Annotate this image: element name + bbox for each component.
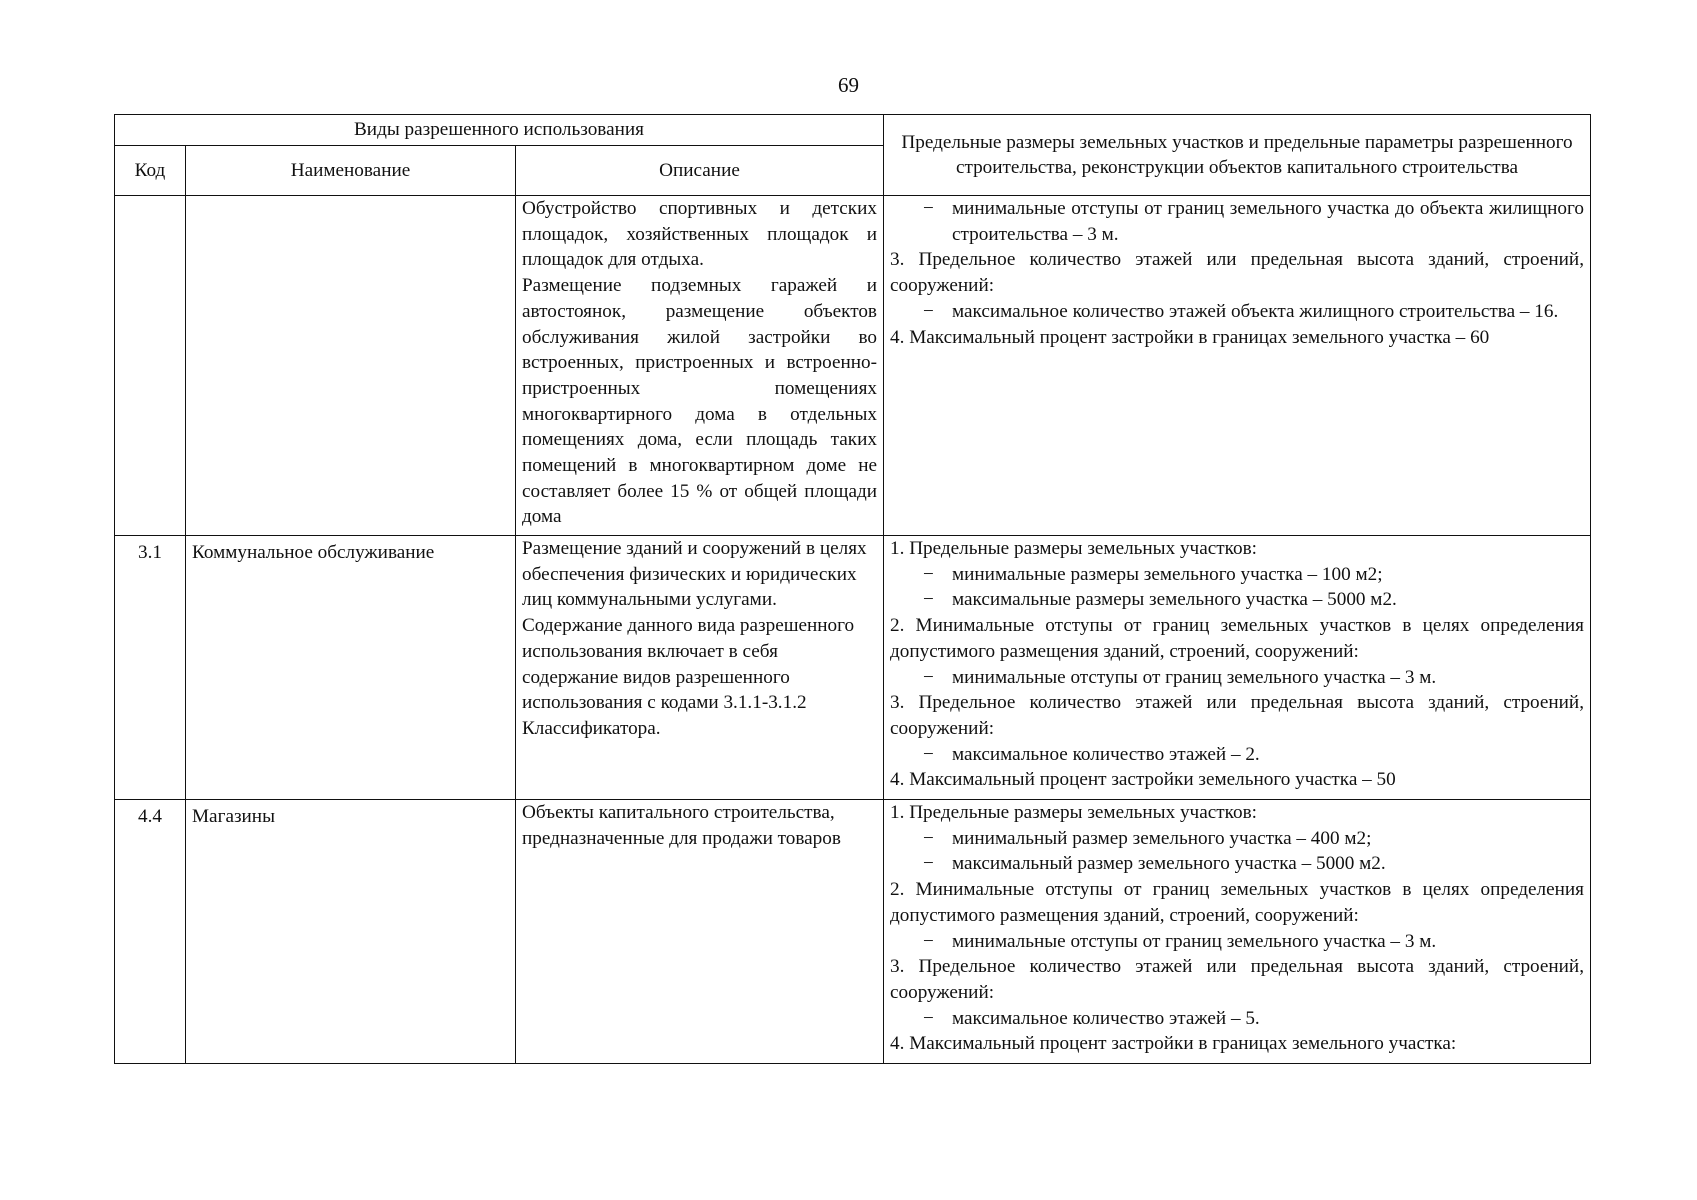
header-group-title: Виды разрешенного использования — [115, 115, 884, 146]
dash-glyph: − — [923, 1007, 934, 1029]
param-item: 4. Максимальный процент застройки в границах земельного участка – 60 — [890, 326, 1490, 348]
param-bullet-text: минимальные размеры земельного участка – 100 м2; — [952, 563, 1383, 585]
param-item: 1. Предельные размеры земельных участков: — [890, 802, 1257, 823]
param-bullet-text: максимальное количество этажей – 5. — [952, 1007, 1260, 1029]
page-number: 69 — [838, 73, 859, 97]
param-bullet — [890, 587, 1584, 613]
param-item: 4. Максимальный процент застройки земельного участка – 50 — [890, 769, 1396, 791]
row-name: Коммунальное обслуживание — [186, 536, 516, 800]
dash-glyph: − — [923, 666, 934, 688]
dash-glyph: − — [923, 198, 934, 219]
table-row — [115, 196, 1591, 536]
param-bullet-text: максимальные размеры земельного участка – 5000 м2. — [952, 589, 1397, 611]
header-params: Предельные размеры земельных участков и предельные параметры разрешенного строительства, реконструкции объектов капитального строительства — [884, 115, 1591, 196]
param-bullet — [890, 1006, 1584, 1032]
param-item: 1. Предельные размеры земельных участков: — [890, 538, 1257, 559]
table-row — [115, 536, 1591, 800]
dash-glyph: − — [923, 827, 934, 849]
param-bullet — [890, 826, 1584, 852]
param-bullet — [890, 665, 1584, 691]
table-row — [115, 800, 1591, 1064]
row-name — [186, 196, 516, 536]
param-item: 2. Минимальные отступы от границ земельных участков в целях определения допустимого размещения зданий, строений, сооружений: — [890, 615, 1584, 662]
param-bullet — [890, 851, 1584, 877]
dash-glyph: − — [923, 589, 934, 611]
param-item: 3. Предельное количество этажей или предельная высота зданий, строений, сооружений: — [890, 956, 1584, 1003]
param-bullet-text: минимальный размер земельного участка – 400 м2; — [952, 827, 1372, 849]
dash-glyph: − — [923, 300, 934, 322]
param-bullet — [890, 929, 1584, 955]
row-description — [516, 196, 884, 536]
dash-glyph: − — [923, 563, 934, 585]
row-code: 4.4 — [115, 800, 186, 1064]
row-description: Размещение зданий и сооружений в целях обеспечения физических и юридических лиц коммунальными услугами. Содержание данного вида разрешенного использования включает в себя содержание видов разрешенного использования с кодами 3.1.1-3.1.2 Классификатора. — [516, 536, 884, 800]
param-item: 2. Минимальные отступы от границ земельных участков в целях определения допустимого размещения зданий, строений, сооружений: — [890, 879, 1584, 926]
dash-glyph: − — [923, 930, 934, 952]
zoning-regulations-table — [114, 114, 1591, 1064]
param-item: 3. Предельное количество этажей или предельная высота зданий, строений, сооружений: — [890, 249, 1584, 297]
param-bullet-text: минимальные отступы от границ земельного участка – 3 м. — [952, 930, 1437, 952]
param-bullet-text: максимальное количество этажей объекта жилищного строительства – 16. — [952, 300, 1559, 322]
param-bullet — [890, 196, 1584, 247]
row-code — [115, 196, 186, 536]
row-code: 3.1 — [115, 536, 186, 800]
header-code: Код — [115, 146, 186, 196]
param-bullet-text: минимальные отступы от границ земельного участка – 3 м. — [952, 666, 1437, 688]
header-name: Наименование — [186, 146, 516, 196]
param-bullet — [890, 299, 1584, 325]
description-paragraph: Обустройство спортивных и детских площадок, хозяйственных площадок и площадок для отдыха. — [522, 198, 877, 271]
param-bullet-text: минимальные отступы от границ земельного участка до объекта жилищного строительства – 3 м. — [952, 198, 1584, 245]
dash-glyph: − — [923, 853, 934, 875]
param-bullet — [890, 742, 1584, 768]
row-name: Магазины — [186, 800, 516, 1064]
dash-glyph: − — [923, 743, 934, 765]
param-bullet-text: максимальное количество этажей – 2. — [952, 743, 1260, 765]
row-params — [884, 196, 1591, 536]
row-description: Объекты капитального строительства, предназначенные для продажи товаров — [516, 800, 884, 1064]
param-item: 4. Максимальный процент застройки в границах земельного участка: — [890, 1033, 1457, 1055]
row-params — [884, 536, 1591, 800]
header-description: Описание — [516, 146, 884, 196]
description-paragraph: Размещение подземных гаражей и автостоянок, размещение объектов обслуживания жилой застройки во встроенных, пристроенных и встроенно-пристроенных помещениях многоквартирного дома в отдельных помещениях дома, если площадь таких помещений в многоквартирном доме не составляет более 15 % от общей площади дома — [522, 275, 877, 528]
param-item: 3. Предельное количество этажей или предельная высота зданий, строений, сооружений: — [890, 692, 1584, 739]
param-bullet — [890, 562, 1584, 588]
row-params — [884, 800, 1591, 1064]
param-bullet-text: максимальный размер земельного участка – 5000 м2. — [952, 853, 1386, 875]
